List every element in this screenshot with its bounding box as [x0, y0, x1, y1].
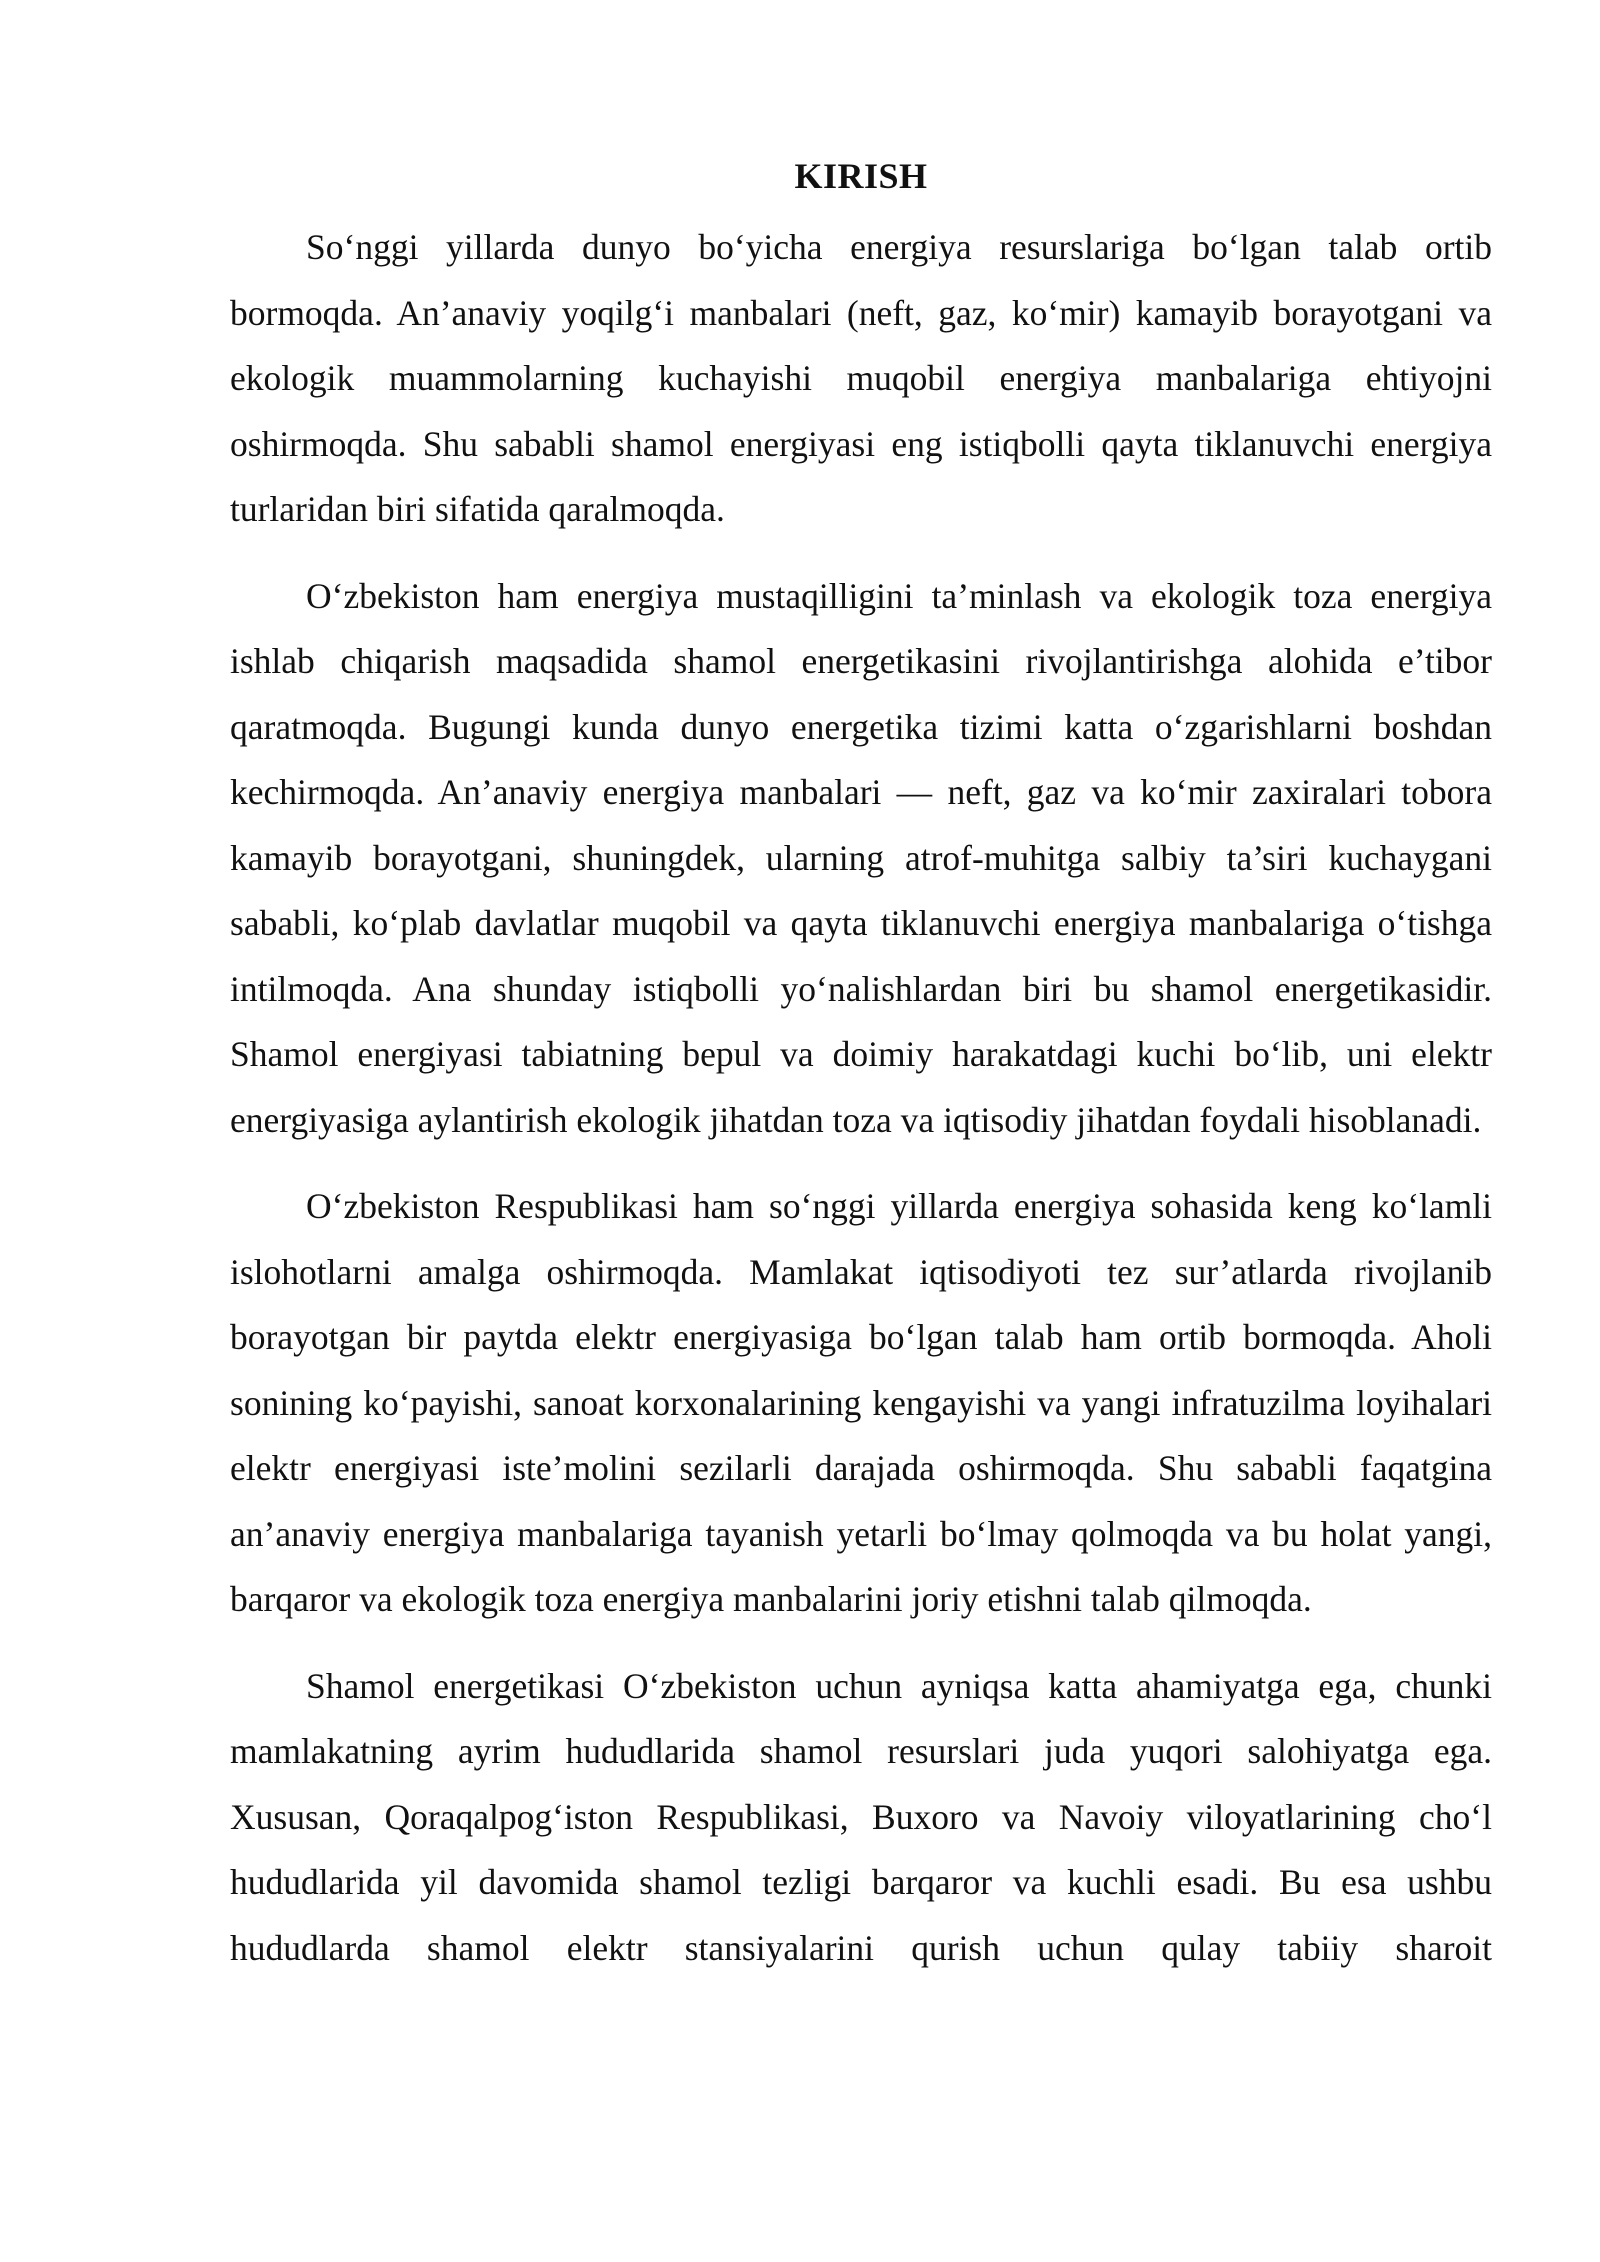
paragraph-3: O‘zbekiston Respublikasi ham so‘nggi yillarda energiya sohasida keng ko‘lamli islohotlarni amalga oshirmoqda. Mamlakat iqtisodiyoti tez sur’atlarda rivojlanib borayotgan bir paytda elektr energiyasiga bo‘lgan talab ham ortib bormoqda. Aholi sonining ko‘payishi, sanoat korxonalarining kengayishi va yangi infratuzilma loyihalari elektr energiyasi iste’molini sezilarli darajada oshirmoqda. Shu sababli faqatgina an’anaviy energiya manbalariga tayanish yetarli bo‘lmay qolmoqda va bu holat yangi, barqaror va ekologik toza energiya manbalarini joriy etishni talab qilmoqda.: [230, 1186, 1492, 1619]
paragraph-1: So‘nggi yillarda dunyo bo‘yicha energiya resurslariga bo‘lgan talab ortib bormoqda. An’anaviy yoqilg‘i manbalari (neft, gaz, ko‘mir) kamayib borayotgani va ekologik muammolarning kuchayishi muqobil energiya manbalariga ehtiyojni oshirmoqda. Shu sababli shamol energiyasi eng istiqbolli qayta tiklanuvchi energiya turlaridan biri sifatida qaralmoqda.: [230, 227, 1492, 529]
paragraph-2: O‘zbekiston ham energiya mustaqilligini ta’minlash va ekologik toza energiya ishlab chiqarish maqsadida shamol energetikasini rivojlantirishga alohida e’tibor qaratmoqda. Bugungi kunda dunyo energetika tizimi katta o‘zgarishlarni boshdan kechirmoqda. An’anaviy energiya manbalari — neft, gaz va ko‘mir zaxiralari tobora kamayib borayotgani, shuningdek, ularning atrof-muhitga salbiy ta’siri kuchaygani sababli, ko‘plab davlatlar muqobil va qayta tiklanuvchi energiya manbalariga o‘tishga intilmoqda. Ana shunday istiqbolli yo‘nalishlardan biri bu shamol energetikasidir. Shamol energiyasi tabiatning bepul va doimiy harakatdagi kuchi bo‘lib, uni elektr energiyasiga aylantirish ekologik jihatdan toza va iqtisodiy jihatdan foydali hisoblanadi.: [230, 575, 1492, 1140]
document-body: [230, 148, 1492, 1981]
section-heading: KIRISH: [794, 156, 928, 196]
paragraph-4: Shamol energetikasi O‘zbekiston uchun ayniqsa katta ahamiyatga ega, chunki mamlakatning ayrim hududlarida shamol resurslari juda yuqori salohiyatga ega. Xususan, Qoraqalpog‘iston Respublikasi, Buxoro va Navoiy viloyatlarining cho‘l hududlarida yil davomida shamol tezligi barqaror va kuchli esadi. Bu esa ushbu hududlarda shamol elektr stansiyalarini qurish uchun qulay tabiiy sharoit: [230, 1665, 1492, 1968]
